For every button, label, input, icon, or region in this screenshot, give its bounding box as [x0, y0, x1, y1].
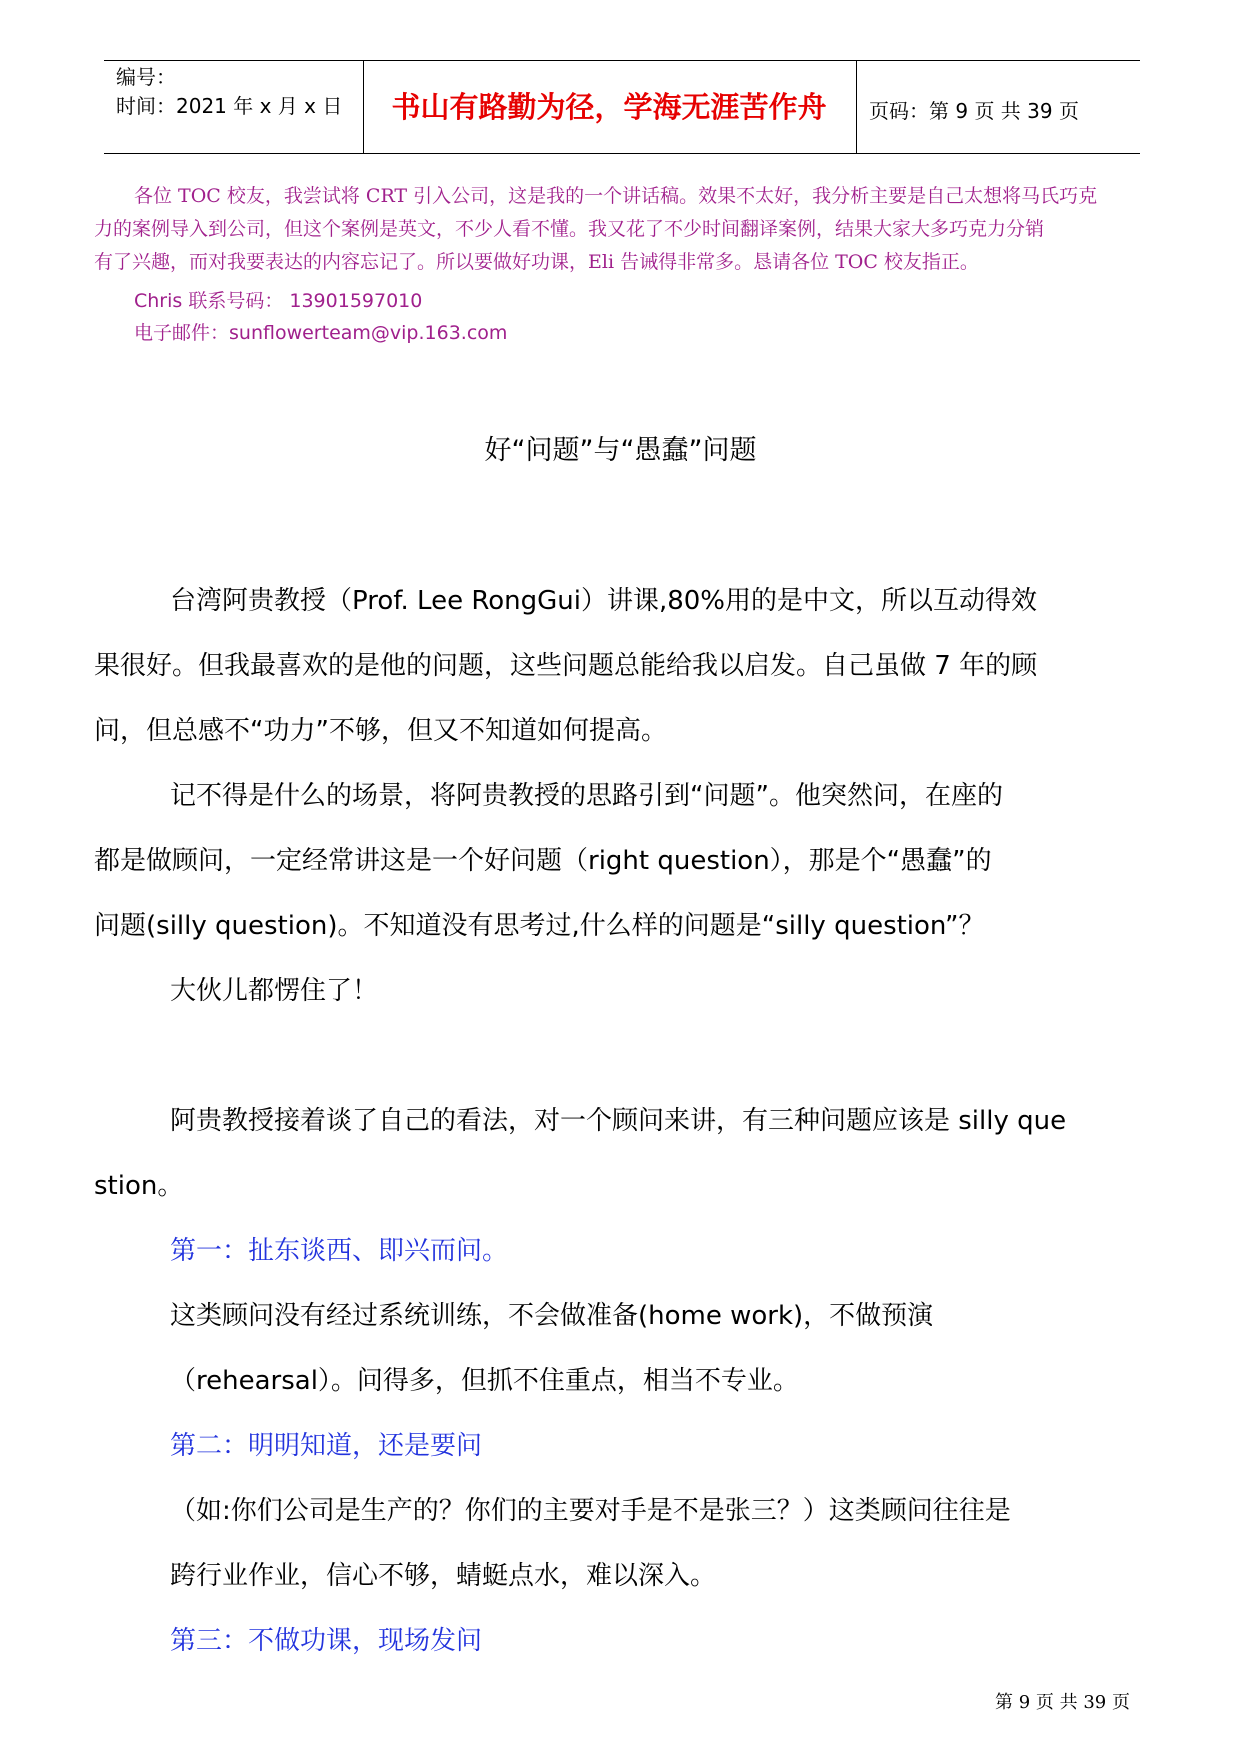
- body-line: 跨行业作业，信心不够，蜻蜓点水，难以深入。: [170, 1561, 717, 1591]
- document-number-label: 编号：: [116, 65, 176, 89]
- note-line: 有了兴趣，而对我要表达的内容忘记了。所以要做好功课，Eli 告诫得非常多。恳请各位 TOC 校友指正。: [94, 251, 979, 273]
- point-heading: 第一：扯东谈西、即兴而问。: [170, 1236, 509, 1266]
- contact-phone: Chris 联系号码： 13901597010: [134, 290, 423, 312]
- header-motto: 书山有路勤为径，学海无涯苦作舟: [391, 90, 827, 124]
- note-line: 力的案例导入到公司，但这个案例是英文，不少人看不懂。我又花了不少时间翻译案例，结果大家大多巧克力分销: [94, 218, 1045, 240]
- document-date: 时间：2021 年 x 月 x 日: [116, 94, 343, 118]
- article-title: 好“问题”与“愚蠢”问题: [484, 435, 757, 466]
- contact-email: 电子邮件：sunflowerteam@vip.163.com: [134, 322, 508, 344]
- page-footer: 第 9 页 共 39 页: [995, 1692, 1130, 1713]
- body-line: stion。: [94, 1171, 184, 1201]
- author-note: [94, 180, 1154, 279]
- note-line: 各位 TOC 校友，我尝试将 CRT 引入公司，这是我的一个讲话稿。效果不太好，我分析主要是自己太想将马氏巧克: [134, 185, 1098, 207]
- body-line: 台湾阿贵教授（Prof. Lee RongGui）讲课,80%用的是中文，所以互动得效: [170, 586, 1038, 616]
- header-divider: [856, 61, 857, 153]
- body-line: 记不得是什么的场景，将阿贵教授的思路引到“问题”。他突然问，在座的: [170, 781, 1003, 811]
- header-page-info: 页码：第 9 页 共 39 页: [869, 99, 1079, 123]
- body-line: 问，但总感不“功力”不够，但又不知道如何提高。: [94, 716, 667, 746]
- point-heading: 第三：不做功课，现场发问: [170, 1626, 483, 1656]
- body-line: 阿贵教授接着谈了自己的看法，对一个顾问来讲，有三种问题应该是 silly que: [170, 1106, 1067, 1136]
- page-header: [104, 60, 1140, 154]
- point-heading: 第二：明明知道，还是要问: [170, 1431, 483, 1461]
- body-line: 都是做顾问，一定经常讲这是一个好问题（right question），那是个“愚蠢”的: [94, 846, 992, 876]
- body-line: 这类顾问没有经过系统训练，不会做准备(home work)，不做预演: [170, 1301, 934, 1331]
- body-line: 果很好。但我最喜欢的是他的问题，这些问题总能给我以启发。自己虽做 7 年的顾: [94, 651, 1038, 681]
- body-line: 问题(silly question)。不知道没有思考过,什么样的问题是“silly question”？: [94, 911, 985, 941]
- body-line: （如:你们公司是生产的？你们的主要对手是不是张三？）这类顾问往往是: [170, 1496, 1011, 1526]
- header-meta: [116, 63, 342, 121]
- body-line: 大伙儿都愣住了！: [170, 976, 379, 1006]
- body-line: （rehearsal）。问得多，但抓不住重点，相当不专业。: [170, 1366, 799, 1396]
